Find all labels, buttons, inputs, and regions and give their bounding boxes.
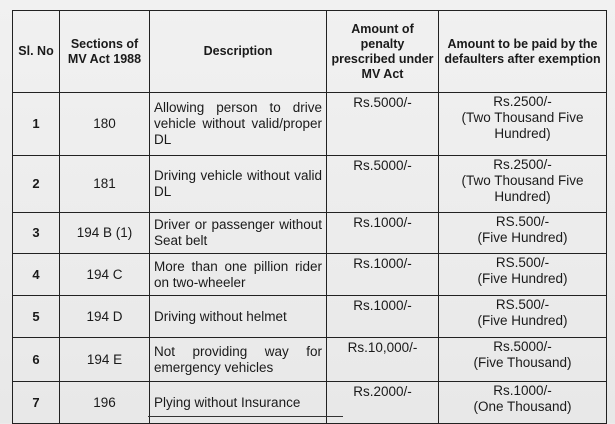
payable-amount: Rs.2500/- xyxy=(493,94,552,109)
header-penalty: Amount of penalty prescribed under MV Act xyxy=(327,11,439,93)
table-header-row xyxy=(13,11,607,93)
row-payable xyxy=(439,296,607,338)
row-penalty: Rs.1000/- xyxy=(327,296,439,338)
row-payable xyxy=(439,156,607,213)
row-penalty: Rs.5000/- xyxy=(327,93,439,156)
table-row xyxy=(13,338,607,382)
row-description: Not providing way for emergency vehicles xyxy=(150,338,327,382)
payable-words: (Two Thousand Five Hundred) xyxy=(461,173,584,204)
row-section: 194 C xyxy=(60,254,150,296)
table-row xyxy=(13,382,607,424)
row-number: 7 xyxy=(13,382,60,424)
payable-amount: Rs.5000/- xyxy=(493,339,552,354)
header-payable: Amount to be paid by the defaulters after exemption xyxy=(439,11,607,93)
table-row xyxy=(13,296,607,338)
row-payable xyxy=(439,382,607,424)
row-section: 196 xyxy=(60,382,150,424)
row-penalty: Rs.1000/- xyxy=(327,254,439,296)
row-description: Plying without Insurance xyxy=(150,382,327,424)
row-payable xyxy=(439,338,607,382)
payable-amount: RS.500/- xyxy=(495,255,550,270)
row-number: 5 xyxy=(13,296,60,338)
row-description: Driving without helmet xyxy=(150,296,327,338)
penalty-table xyxy=(12,10,607,424)
table-row xyxy=(13,156,607,213)
row-section: 181 xyxy=(60,156,150,213)
row-penalty: Rs.5000/- xyxy=(327,156,439,213)
payable-words: (Five Hundred) xyxy=(477,313,568,328)
payable-words: (Five Hundred) xyxy=(477,271,568,286)
row-penalty: Rs.1000/- xyxy=(327,213,439,254)
row-penalty: Rs.2000/- xyxy=(327,382,439,424)
row-description: More than one pillion rider on two-wheeler xyxy=(150,254,327,296)
row-section: 180 xyxy=(60,93,150,156)
row-description: Driver or passenger without Seat belt xyxy=(150,213,327,254)
payable-words: (Two Thousand Five Hundred) xyxy=(461,110,584,141)
row-payable xyxy=(439,213,607,254)
payable-amount: RS.500/- xyxy=(495,214,550,229)
payable-amount: Rs.1000/- xyxy=(493,383,552,398)
table-row xyxy=(13,254,607,296)
row-number: 1 xyxy=(13,93,60,156)
table-row xyxy=(13,213,607,254)
header-sl-no: Sl. No xyxy=(13,11,60,93)
header-description: Description xyxy=(150,11,327,93)
row-payable xyxy=(439,254,607,296)
row-penalty: Rs.10,000/- xyxy=(327,338,439,382)
row-payable xyxy=(439,93,607,156)
payable-words: (Five Hundred) xyxy=(477,230,568,245)
header-sections: Sections of MV Act 1988 xyxy=(60,11,150,93)
row-section: 194 D xyxy=(60,296,150,338)
row-number: 6 xyxy=(13,338,60,382)
row-number: 4 xyxy=(13,254,60,296)
row-number: 3 xyxy=(13,213,60,254)
payable-words: (Five Thousand) xyxy=(473,355,572,370)
row-section: 194 E xyxy=(60,338,150,382)
payable-amount: Rs.2500/- xyxy=(493,157,552,172)
row-number: 2 xyxy=(13,156,60,213)
payable-words: (One Thousand) xyxy=(473,399,572,414)
table-row xyxy=(13,93,607,156)
payable-amount: RS.500/- xyxy=(495,297,550,312)
row-description: Allowing person to drive vehicle without valid/proper DL xyxy=(150,93,327,156)
row-description: Driving vehicle without valid DL xyxy=(150,156,327,213)
footer-rule xyxy=(148,416,343,417)
row-section: 194 B (1) xyxy=(60,213,150,254)
